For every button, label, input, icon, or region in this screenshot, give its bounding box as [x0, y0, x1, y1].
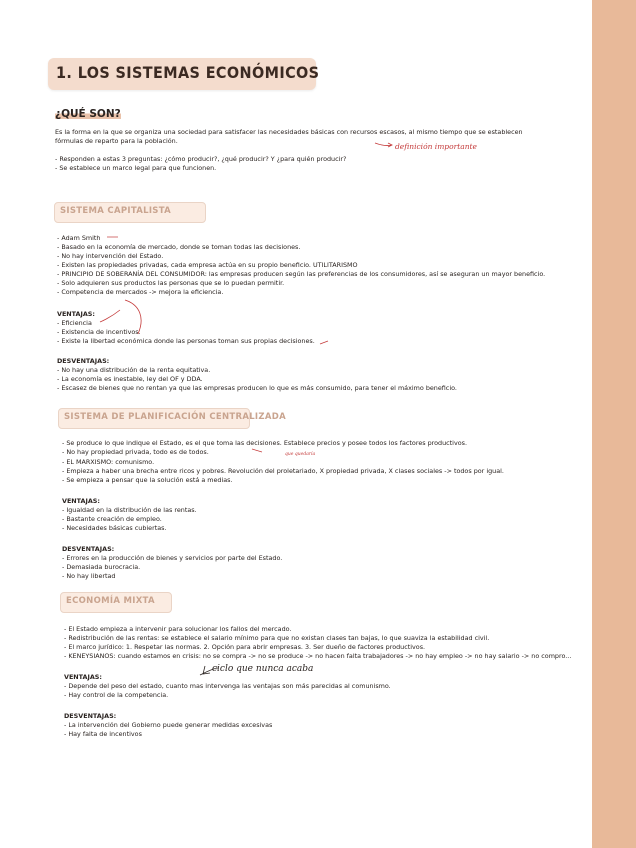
plan-ventaja-1: - Igualdad en la distribución de las rentas. — [62, 506, 197, 514]
que-son-heading: ¿QUÉ SON? — [55, 108, 121, 120]
que-son-line-4: - Se establece un marco legal para que funcionen. — [55, 164, 217, 172]
page-edge-stripe — [592, 0, 636, 848]
plan-ventaja-2: - Bastante creación de empleo. — [62, 515, 162, 523]
plan-line-3: - EL MARXISMO: comunismo. — [62, 458, 155, 466]
que-son-line-3: - Responden a estas 3 preguntas: ¿cómo producir?, ¿qué producir? Y ¿para quién producir? — [55, 155, 347, 163]
plan-ventajas-heading: VENTAJAS: — [62, 497, 100, 505]
que-son-line-1: Es la forma en la que se organiza una sociedad para satisfacer las necesidades básicas con recursos escasos, al mismo tiempo que se establecen — [55, 128, 523, 136]
plan-line-5: - Se empieza a pensar que la solución está a medias. — [62, 476, 233, 484]
definicion-note: definición importante — [395, 142, 477, 151]
cap-desventajas-heading: DESVENTAJAS: — [57, 357, 110, 365]
mixta-box: ECONOMÍA MIXTA — [60, 592, 172, 613]
mixta-desventaja-2: - Hay falta de incentivos — [64, 730, 142, 738]
mixta-line-1: - El Estado empieza a intervenir para solucionar los fallos del mercado. — [64, 625, 292, 633]
cap-line-2: - Basado en la economía de mercado, donde se toman todas las decisiones. — [57, 243, 301, 251]
ciclo-note: ciclo que nunca acaba — [212, 664, 314, 674]
cap-desventaja-3: - Escasez de bienes que no rentan ya que las empresas producen lo que es más consumido, para tener el máximo beneficio. — [57, 384, 457, 392]
plan-line-2: - No hay propiedad privada, todo es de todos. — [62, 448, 209, 456]
cap-ventajas-heading: VENTAJAS: — [57, 310, 95, 318]
plan-desventaja-2: - Demasiada burocracia. — [62, 563, 141, 571]
plan-desventaja-1: - Errores en la producción de bienes y servicios por parte del Estado. — [62, 554, 283, 562]
mixta-desventajas-heading: DESVENTAJAS: — [64, 712, 117, 720]
title-box — [48, 58, 320, 90]
plan-ventaja-3: - Necesidades básicas cubiertas. — [62, 524, 167, 532]
cap-ventaja-3: - Existe la libertad económica donde las personas toman sus propias decisiones. — [57, 337, 315, 345]
mixta-desventaja-1: - La intervención del Gobierno puede generar medidas excesivas — [64, 721, 273, 729]
plan-line-4: - Empieza a haber una brecha entre ricos y pobres. Revolución del proletariado, X propiedad privada, X clases sociales -> todos por igual. — [62, 467, 504, 475]
mixta-line-4: - KENEYSIANOS: cuando estamos en crisis: no se compra -> no se produce -> no hacen falta trabajadores -> no hay empleo -> no hay salario -> no compro... — [64, 652, 572, 660]
capitalista-box: SISTEMA CAPITALISTA — [54, 202, 206, 223]
que-son-line-2: fórmulas de reparto para la población. — [55, 137, 178, 145]
mixta-line-2: - Redistribución de las rentas: se establece el salario mínimo para que no existan clases tan bajas, lo que suaviza la estabilidad civil. — [64, 634, 490, 642]
plan-line-1: - Se produce lo que indique el Estado, es el que toma las decisiones. Establece precios y posee todos los factores productivos. — [62, 439, 468, 447]
cap-ventaja-2: - Existencia de incentivos. — [57, 328, 141, 336]
cap-desventaja-1: - No hay una distribución de la renta equitativa. — [57, 366, 211, 374]
page-title: 1. LOS SISTEMAS ECONÓMICOS — [56, 63, 320, 82]
mixta-ventajas-heading: VENTAJAS: — [64, 673, 102, 681]
mixta-ventaja-2: - Hay control de la competencia. — [64, 691, 169, 699]
cap-line-5: - PRINCIPIO DE SOBERANÍA DEL CONSUMIDOR: las empresas producen según las preferencias de los consumidores, así se aseguran un mayor beneficio. — [57, 270, 546, 278]
cap-line-7: - Competencia de mercados -> mejora la eficiencia. — [57, 288, 224, 296]
cap-line-3: - No hay intervención del Estado. — [57, 252, 164, 260]
cap-line-6: - Solo adquieren sus productos las personas que se lo puedan permitir. — [57, 279, 285, 287]
que-quedaria-note: que quedaría — [285, 452, 316, 457]
plan-desventajas-heading: DESVENTAJAS: — [62, 545, 115, 553]
mixta-line-3: - El marco jurídico: 1. Respetar las normas. 2. Opción para abrir empresas. 3. Ser dueño de factores productivos. — [64, 643, 426, 651]
mixta-ventaja-1: - Depende del peso del estado, cuanto mas intervenga las ventajas son más parecidas al comunismo. — [64, 682, 391, 690]
planificacion-box: SISTEMA DE PLANIFICACIÓN CENTRALIZADA — [58, 408, 250, 429]
cap-desventaja-2: - La economía es inestable, ley del OF y DDA. — [57, 375, 203, 383]
cap-ventaja-1: - Eficiencia — [57, 319, 92, 327]
plan-desventaja-3: - No hay libertad — [62, 572, 116, 580]
cap-line-4: - Existen las propiedades privadas, cada empresa actúa en su propio beneficio. UTILITARISMO — [57, 261, 358, 269]
cap-line-1: - Adam Smith — [57, 234, 101, 242]
